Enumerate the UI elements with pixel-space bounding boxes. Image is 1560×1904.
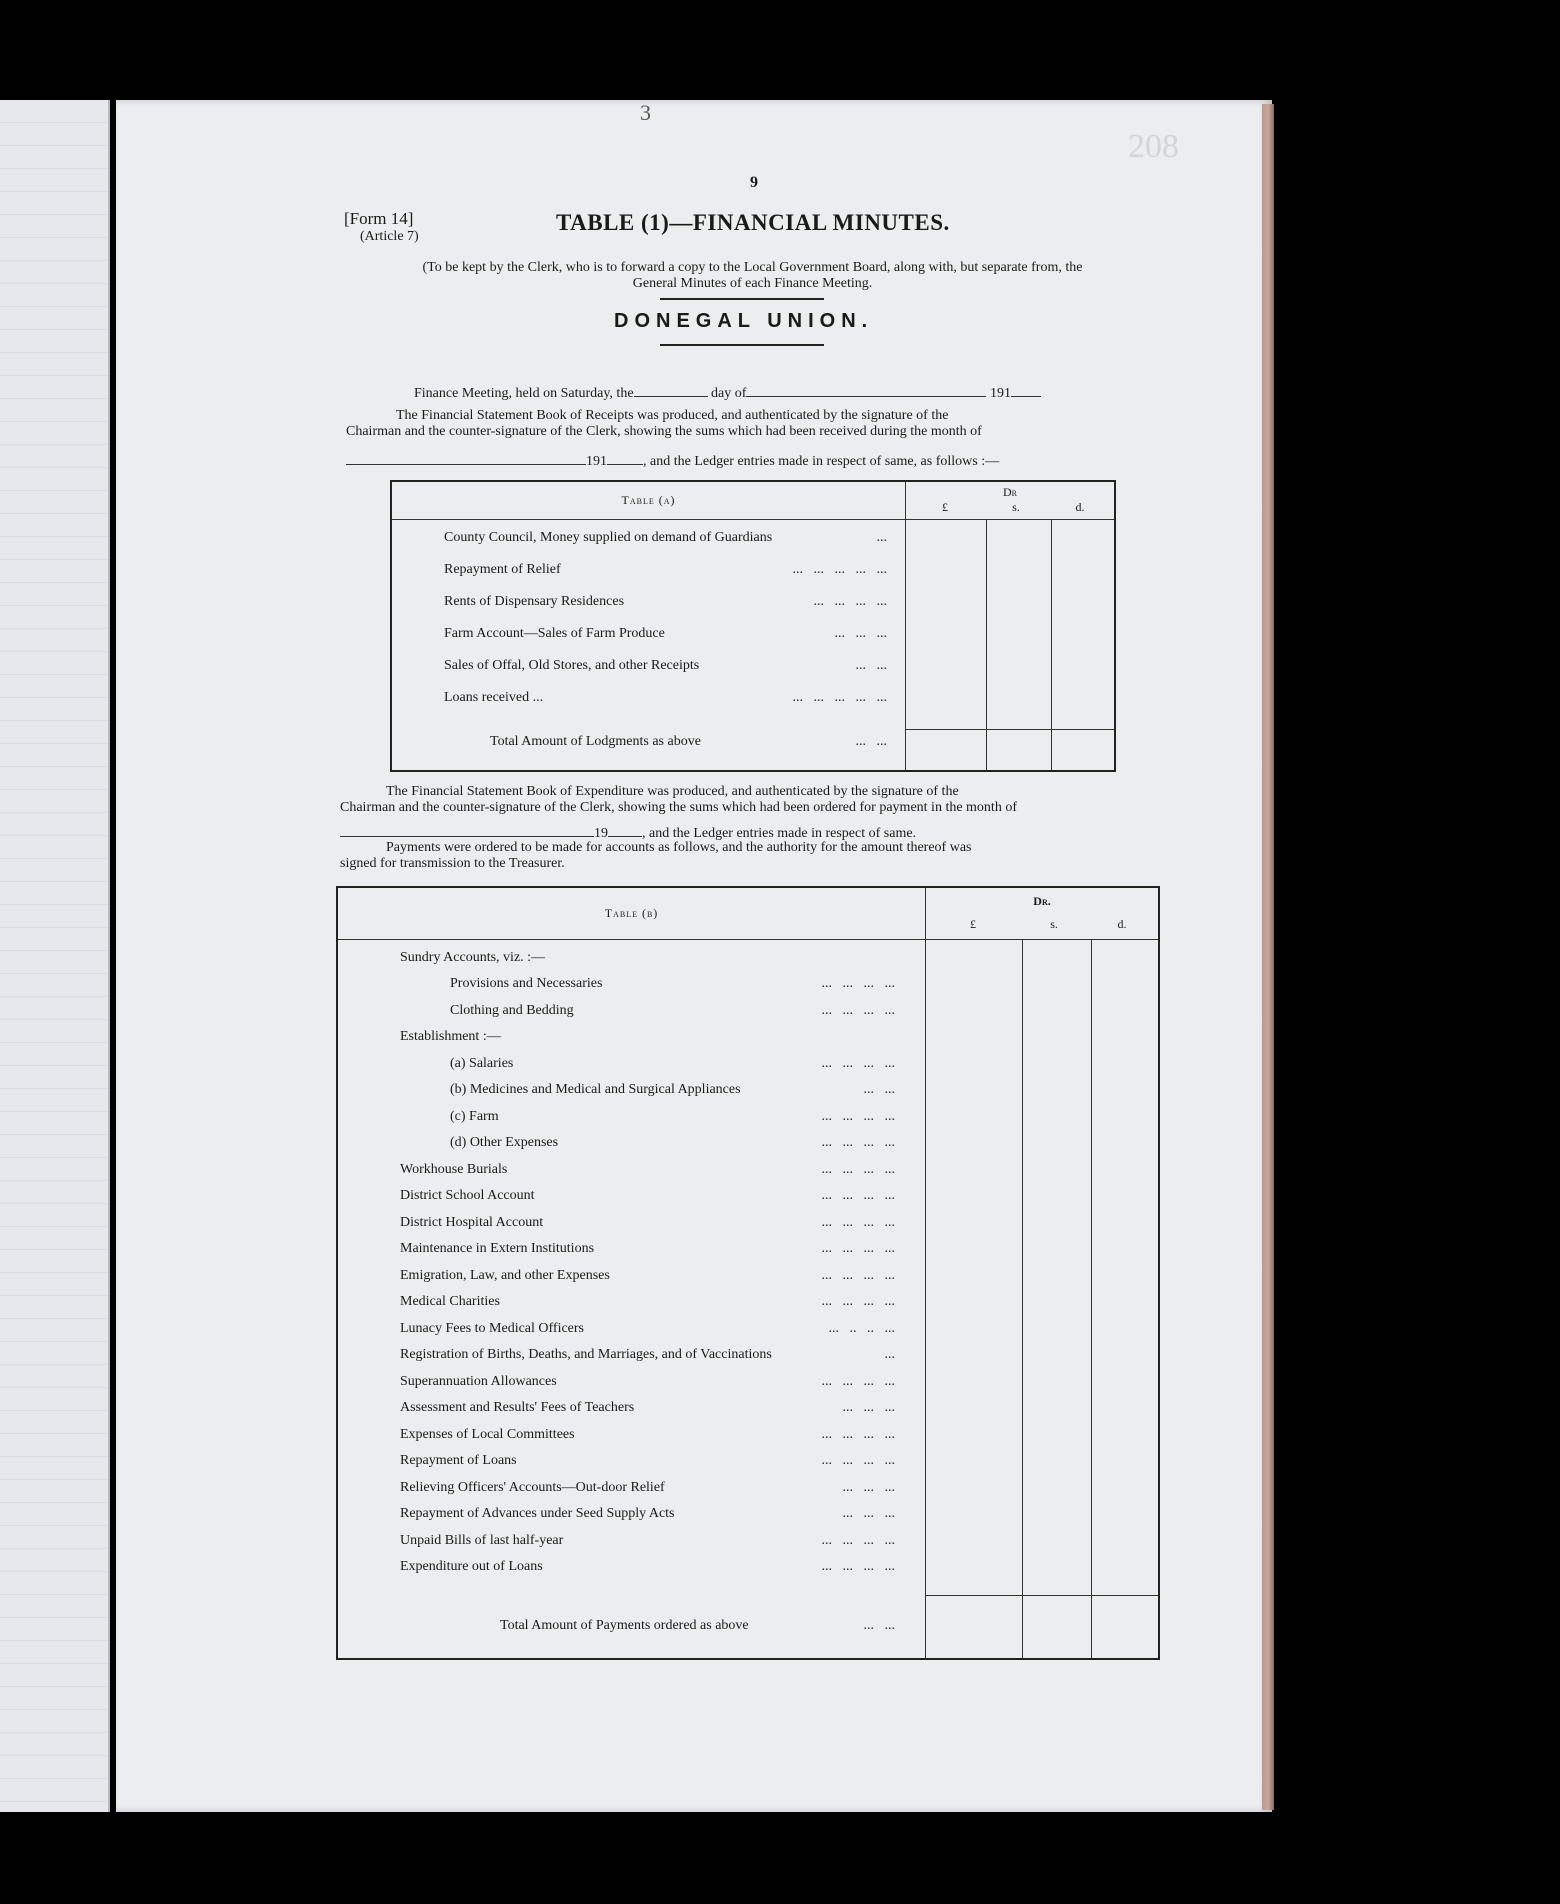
list-item bbox=[444, 530, 905, 562]
row-label: Superannuation Allowances bbox=[400, 1373, 557, 1389]
instruction-note bbox=[345, 260, 1160, 292]
row-label: Expenditure out of Loans bbox=[400, 1559, 543, 1574]
list-item bbox=[444, 594, 905, 626]
list-item bbox=[400, 1374, 925, 1401]
row-label: District School Account bbox=[400, 1188, 535, 1203]
row-label: County Council, Money supplied on demand of Guardians bbox=[444, 529, 773, 545]
meeting-line bbox=[414, 384, 1041, 402]
table-a-dr-header bbox=[906, 481, 1115, 519]
list-item bbox=[400, 1109, 925, 1136]
page-edge bbox=[1262, 104, 1274, 1810]
page-title: TABLE (1)—FINANCIAL MINUTES. bbox=[556, 210, 950, 235]
table-a-pounds-col[interactable] bbox=[906, 519, 987, 771]
table-b-items bbox=[337, 939, 926, 1659]
row-label: Assessment and Results' Fees of Teachers bbox=[400, 1400, 635, 1415]
list-item bbox=[400, 976, 925, 1003]
row-leader: ... .. .. ... bbox=[828, 1320, 896, 1336]
row-leader: ... ... ... ... ... bbox=[792, 561, 888, 577]
list-item bbox=[400, 1400, 925, 1427]
note-line-1: (To be kept by the Clerk, who is to forward a copy to the Local Government Board, along with, but separate from, the bbox=[422, 260, 1083, 275]
row-label: Rents of Dispensary Residences bbox=[444, 593, 625, 609]
list-item bbox=[400, 1533, 925, 1560]
note-line-2: General Minutes of each Finance Meeting. bbox=[632, 276, 873, 291]
row-leader: ... ... bbox=[855, 657, 888, 673]
row-leader: ... ... ... ... bbox=[813, 593, 888, 609]
table-b bbox=[336, 886, 1160, 1660]
receipts-tail: , and the Ledger entries made in respect of same, as follows :— bbox=[643, 454, 1000, 469]
year-prefix: 191 bbox=[989, 386, 1011, 401]
row-leader: ... ... ... ... bbox=[821, 1055, 896, 1071]
row-leader: ... ... ... ... bbox=[821, 1002, 896, 1018]
list-item bbox=[400, 1241, 925, 1268]
form-label: [Form 14] bbox=[344, 209, 414, 228]
list-item bbox=[400, 950, 925, 977]
row-label: Workhouse Burials bbox=[400, 1161, 508, 1177]
day-blank[interactable] bbox=[634, 384, 708, 397]
row-leader: ... ... ... ... bbox=[821, 1214, 896, 1230]
month-blank[interactable] bbox=[746, 384, 986, 397]
row-label: Lunacy Fees to Medical Officers bbox=[400, 1320, 585, 1336]
row-label: Emigration, Law, and other Expenses bbox=[400, 1267, 610, 1283]
facing-left-page bbox=[0, 100, 110, 1812]
table-b-pounds-header: £ bbox=[970, 917, 977, 932]
list-item bbox=[444, 658, 905, 690]
union-name: DONEGAL UNION. bbox=[614, 310, 874, 332]
receipts-date-line bbox=[346, 452, 999, 470]
list-item bbox=[400, 1453, 925, 1480]
expenditure-year: 19 bbox=[594, 826, 608, 841]
list-item bbox=[400, 1082, 925, 1109]
list-item bbox=[400, 1029, 925, 1056]
page-number: 9 bbox=[750, 174, 758, 191]
row-label: Sundry Accounts, viz. :— bbox=[400, 949, 546, 965]
article-label: (Article 7) bbox=[360, 229, 419, 244]
row-leader: ... ... ... ... bbox=[821, 1241, 896, 1256]
total-leader: ... ... bbox=[863, 1617, 896, 1633]
table-a-pence-header: d. bbox=[1075, 500, 1085, 515]
payments-paragraph bbox=[340, 840, 1158, 872]
row-leader: ... ... ... ... bbox=[821, 1267, 896, 1283]
receipts-month-blank[interactable] bbox=[346, 452, 586, 465]
table-b-pence-col[interactable] bbox=[1092, 939, 1160, 1659]
list-item bbox=[400, 1480, 925, 1507]
meeting-prefix: Finance Meeting, held on Saturday, the bbox=[414, 386, 634, 401]
row-leader: ... ... ... ... bbox=[821, 1135, 896, 1150]
row-leader: ... ... ... ... bbox=[821, 1294, 896, 1309]
table-b-caption: Table (b) bbox=[604, 905, 659, 920]
table-b-pence-header: d. bbox=[1117, 917, 1127, 932]
row-label: Provisions and Necessaries bbox=[450, 976, 603, 991]
list-item bbox=[444, 626, 905, 658]
row-label: (a) Salaries bbox=[450, 1055, 514, 1071]
row-leader: ... ... ... ... bbox=[821, 1532, 896, 1548]
total-leader: ... ... bbox=[855, 733, 888, 749]
total-row bbox=[400, 1586, 925, 1634]
list-item bbox=[400, 1294, 925, 1321]
list-item bbox=[400, 1003, 925, 1030]
expenditure-line-2: Chairman and the counter-signature of the Clerk, showing the sums which had been ordered for payment in the month of bbox=[340, 800, 1017, 815]
table-b-shillings-col[interactable] bbox=[1023, 939, 1092, 1659]
list-item bbox=[400, 1188, 925, 1215]
expenditure-month-blank[interactable] bbox=[340, 824, 594, 837]
table-a-items bbox=[391, 519, 906, 771]
pencil-mark: 3 bbox=[640, 100, 651, 125]
payments-line-2: signed for transmission to the Treasurer. bbox=[340, 856, 565, 871]
total-label: Total Amount of Lodgments as above bbox=[490, 733, 701, 749]
total-label: Total Amount of Payments ordered as above bbox=[500, 1617, 749, 1633]
total-row bbox=[444, 722, 905, 750]
list-item bbox=[400, 1559, 925, 1586]
list-item bbox=[400, 1321, 925, 1348]
row-label: Registration of Births, Deaths, and Marriages, and of Vaccinations bbox=[400, 1347, 772, 1362]
row-leader: ... ... ... bbox=[834, 625, 888, 641]
list-item bbox=[400, 1268, 925, 1295]
list-item bbox=[400, 1427, 925, 1454]
receipts-year-blank[interactable] bbox=[607, 452, 643, 465]
expenditure-year-blank[interactable] bbox=[608, 824, 642, 837]
list-item bbox=[400, 1056, 925, 1083]
row-label: Relieving Officers' Accounts—Out-door Relief bbox=[400, 1479, 665, 1495]
list-item bbox=[400, 1506, 925, 1533]
row-leader: ... ... ... ... bbox=[821, 1559, 896, 1574]
table-b-dr-header bbox=[926, 887, 1159, 939]
row-leader: ... bbox=[876, 529, 888, 545]
row-leader: ... ... ... ... bbox=[821, 1161, 896, 1177]
row-label: Medical Charities bbox=[400, 1294, 500, 1309]
divider bbox=[660, 298, 824, 300]
table-a-caption-cell bbox=[391, 481, 906, 519]
row-leader: ... ... ... ... bbox=[821, 1188, 896, 1203]
list-item bbox=[444, 690, 905, 722]
row-leader: ... ... ... bbox=[842, 1479, 896, 1495]
table-a-pence-col[interactable] bbox=[1051, 519, 1115, 771]
row-label: Sales of Offal, Old Stores, and other Receipts bbox=[444, 657, 700, 673]
row-leader: ... ... ... ... bbox=[821, 1426, 896, 1442]
receipts-year: 191 bbox=[586, 454, 607, 469]
year-blank[interactable] bbox=[1011, 384, 1041, 397]
divider bbox=[660, 344, 824, 346]
row-label: Clothing and Bedding bbox=[450, 1002, 574, 1018]
form-reference bbox=[344, 210, 419, 246]
folio-stamp: 208 bbox=[1128, 128, 1179, 165]
row-leader: ... ... bbox=[863, 1082, 896, 1097]
row-leader: ... ... ... ... ... bbox=[792, 689, 888, 705]
row-label: Unpaid Bills of last half-year bbox=[400, 1532, 564, 1548]
row-label: (c) Farm bbox=[450, 1108, 499, 1124]
row-leader: ... ... ... ... bbox=[821, 1108, 896, 1124]
table-a-dr: Dr bbox=[1003, 485, 1018, 500]
list-item bbox=[400, 1135, 925, 1162]
row-label: Repayment of Loans bbox=[400, 1453, 517, 1468]
row-label: Expenses of Local Committees bbox=[400, 1426, 575, 1442]
list-item bbox=[444, 562, 905, 594]
list-item bbox=[400, 1347, 925, 1374]
receipts-paragraph bbox=[346, 408, 1158, 440]
row-label: Repayment of Advances under Seed Supply Acts bbox=[400, 1506, 675, 1521]
row-label: Farm Account—Sales of Farm Produce bbox=[444, 625, 665, 641]
row-leader: ... bbox=[884, 1347, 896, 1362]
day-of-label: day of bbox=[711, 386, 747, 401]
receipts-line-1: The Financial Statement Book of Receipts was produced, and authenticated by the signature of the bbox=[396, 408, 949, 423]
table-b-pounds-col[interactable] bbox=[926, 939, 1023, 1659]
receipts-line-2: Chairman and the counter-signature of the Clerk, showing the sums which had been received during the month of bbox=[346, 424, 982, 439]
payments-line-1: Payments were ordered to be made for accounts as follows, and the authority for the amount thereof was bbox=[386, 840, 972, 855]
expenditure-tail: , and the Ledger entries made in respect of same. bbox=[642, 826, 917, 841]
row-leader: ... ... ... ... bbox=[821, 1373, 896, 1389]
row-leader: ... ... ... ... bbox=[821, 976, 896, 991]
table-b-shillings-header: s. bbox=[1050, 917, 1058, 932]
table-a-shillings-header: s. bbox=[1012, 500, 1020, 515]
table-a-pounds-header: £ bbox=[942, 500, 949, 515]
row-label: (b) Medicines and Medical and Surgical Appliances bbox=[450, 1082, 741, 1097]
table-a-shillings-col[interactable] bbox=[987, 519, 1052, 771]
row-label: District Hospital Account bbox=[400, 1214, 544, 1230]
expenditure-line-1: The Financial Statement Book of Expenditure was produced, and authenticated by the signature of the bbox=[386, 784, 959, 799]
row-leader: ... ... ... ... bbox=[821, 1453, 896, 1468]
table-a bbox=[390, 480, 1116, 772]
list-item bbox=[400, 1215, 925, 1242]
row-label: Establishment :— bbox=[400, 1029, 501, 1044]
row-label: (d) Other Expenses bbox=[450, 1135, 559, 1150]
table-b-caption-cell bbox=[337, 887, 926, 939]
table-b-dr: Dr. bbox=[1033, 894, 1051, 909]
row-label: Maintenance in Extern Institutions bbox=[400, 1241, 595, 1256]
expenditure-paragraph bbox=[340, 784, 1158, 816]
table-a-caption: Table (a) bbox=[621, 492, 676, 507]
row-label: Repayment of Relief bbox=[444, 561, 561, 577]
row-label: Loans received ... bbox=[444, 689, 544, 705]
row-leader: ... ... ... bbox=[842, 1506, 896, 1521]
row-leader: ... ... ... bbox=[842, 1400, 896, 1415]
list-item bbox=[400, 1162, 925, 1189]
